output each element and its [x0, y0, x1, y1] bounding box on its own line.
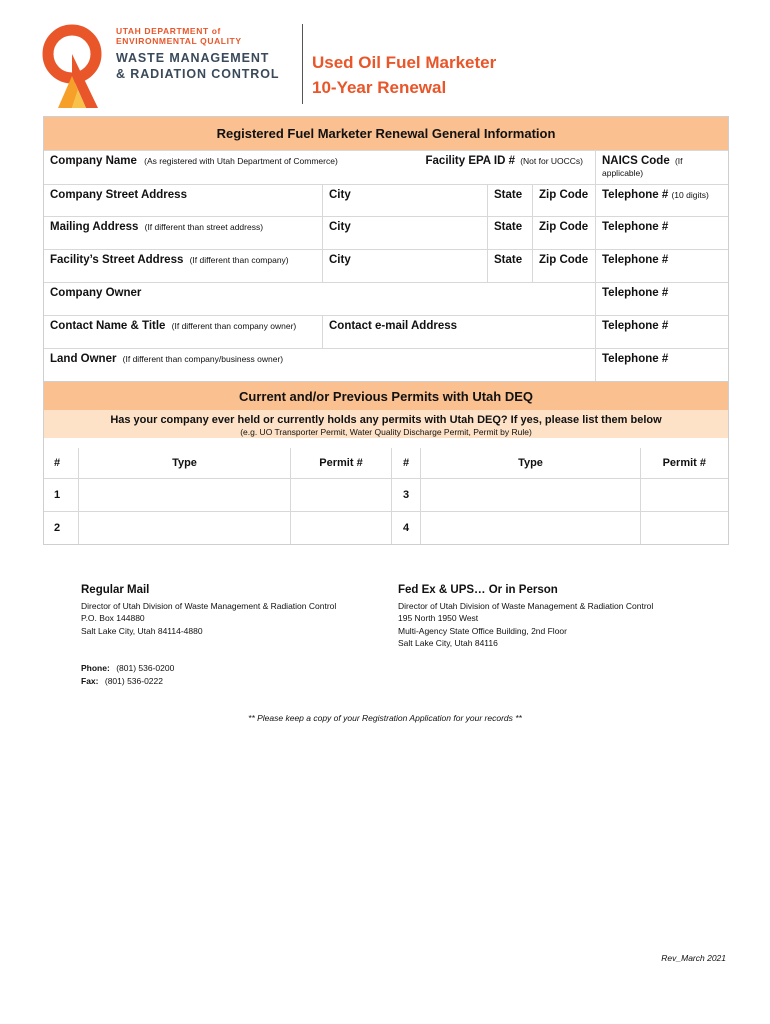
phone-number: (801) 536-0200 — [116, 663, 175, 673]
col-number: # — [54, 457, 61, 469]
permit-row-number: 4 — [391, 512, 420, 544]
utah-deq-logo — [40, 18, 340, 108]
state-label: State — [494, 254, 523, 266]
telephone-label: Telephone # — [602, 221, 669, 233]
phone-line — [81, 662, 174, 675]
naics-code-field[interactable] — [595, 151, 728, 184]
form-row-land-owner — [44, 348, 728, 381]
telephone-label: Telephone # — [602, 320, 669, 332]
col-permit-number: Permit # — [290, 448, 391, 478]
zip-code-field[interactable] — [532, 250, 595, 282]
city-field[interactable] — [322, 250, 487, 282]
regular-mail-heading: Regular Mail — [81, 584, 150, 596]
regular-mail-block — [81, 584, 336, 637]
col-type: Type — [420, 448, 640, 478]
permit-number-cell[interactable] — [290, 479, 391, 511]
permits-section — [43, 382, 729, 545]
mailing-address-label: Mailing Address — [50, 221, 139, 233]
telephone-note: (10 digits) — [671, 190, 709, 200]
zip-label: Zip Code — [539, 189, 589, 201]
fedex-ups-heading: Fed Ex & UPS… Or in Person — [398, 584, 558, 596]
permits-question-band — [44, 410, 728, 438]
permits-table-header — [44, 448, 728, 478]
state-field[interactable] — [487, 217, 532, 249]
facility-address-note: (If different than company) — [189, 255, 289, 265]
col-type: Type — [78, 448, 290, 478]
permit-row — [44, 478, 728, 511]
logo-line-3: WASTE MANAGEMENT — [116, 51, 270, 65]
company-name-field[interactable] — [44, 151, 417, 184]
fedex-ups-line: 195 North 1950 West — [398, 613, 479, 623]
company-name-note: (As registered with Utah Department of Commerce) — [144, 156, 338, 166]
zip-label: Zip Code — [539, 221, 589, 233]
deq-logo-mark-icon — [42, 24, 108, 108]
zip-label: Zip Code — [539, 254, 589, 266]
facility-address-label: Facility’s Street Address — [50, 254, 184, 266]
form-row-mailing-address — [44, 216, 728, 249]
land-owner-note: (If different than company/business owner) — [122, 354, 284, 364]
logo-line-4: & RADIATION CONTROL — [116, 67, 280, 81]
telephone-field[interactable] — [595, 185, 728, 216]
fedex-ups-line: Director of Utah Division of Waste Management & Radiation Control — [398, 600, 654, 611]
title-line-1: Used Oil Fuel Marketer — [312, 53, 497, 72]
facility-street-address-field[interactable] — [44, 250, 322, 282]
permit-row — [44, 511, 728, 544]
document-title — [312, 50, 496, 100]
telephone-label: Telephone # — [602, 353, 669, 365]
logo-line-1: UTAH DEPARTMENT of — [116, 26, 221, 36]
telephone-field[interactable] — [595, 349, 728, 381]
telephone-label: Telephone # — [602, 287, 669, 299]
contact-email-field[interactable] — [322, 316, 595, 348]
contact-name-title-field[interactable] — [44, 316, 322, 348]
fax-number: (801) 536-0222 — [104, 675, 163, 686]
company-owner-label: Company Owner — [50, 287, 142, 299]
form-row-street-address — [44, 184, 728, 216]
state-field[interactable] — [487, 250, 532, 282]
permit-type-cell[interactable] — [78, 512, 290, 544]
title-line-2: 10-Year Renewal — [312, 78, 447, 97]
keep-copy-note: ** Please keep a copy of your Registration Application for your records ** — [248, 713, 522, 723]
epa-id-note: (Not for UOCCs) — [520, 156, 583, 166]
telephone-label: Telephone # — [602, 254, 669, 266]
revision-date: Rev_March 2021 — [661, 953, 726, 963]
general-information-section — [43, 116, 729, 382]
permit-row-number: 3 — [391, 479, 420, 511]
mailing-address-field[interactable] — [44, 217, 322, 249]
logo-text-block — [116, 26, 336, 82]
telephone-field[interactable] — [595, 217, 728, 249]
zip-code-field[interactable] — [532, 217, 595, 249]
city-label: City — [329, 189, 351, 201]
telephone-field[interactable] — [595, 316, 728, 348]
naics-note: (If applicable) — [602, 156, 683, 178]
permit-type-cell[interactable] — [420, 479, 640, 511]
permit-row-number: 1 — [54, 489, 61, 501]
phone-label: Phone: — [81, 663, 110, 673]
fedex-ups-line: Salt Lake City, Utah 84116 — [398, 638, 498, 648]
company-name-label: Company Name — [50, 155, 137, 167]
form-row-facility-address — [44, 249, 728, 282]
street-address-label: Company Street Address — [50, 189, 187, 201]
permit-type-cell[interactable] — [420, 512, 640, 544]
state-label: State — [494, 221, 523, 233]
telephone-label: Telephone # — [602, 189, 669, 201]
company-owner-field[interactable] — [44, 283, 595, 315]
form-row-company-owner — [44, 282, 728, 315]
city-field[interactable] — [322, 217, 487, 249]
permit-number-cell[interactable] — [640, 512, 728, 544]
facility-epa-id-field[interactable] — [417, 151, 595, 184]
contact-name-note: (If different than company owner) — [171, 321, 297, 331]
land-owner-field[interactable] — [44, 349, 595, 381]
permits-heading: Current and/or Previous Permits with Utah DEQ — [44, 382, 728, 410]
regular-mail-line: Salt Lake City, Utah 84114-4880 — [81, 625, 203, 636]
fedex-ups-line: Multi-Agency State Office Building, 2nd Floor — [398, 625, 567, 636]
fax-line — [81, 675, 174, 688]
permit-row-number: 2 — [54, 522, 61, 534]
permit-type-cell[interactable] — [78, 479, 290, 511]
permits-example: (e.g. UO Transporter Permit, Water Quality Discharge Permit, Permit by Rule) — [240, 427, 532, 437]
header-divider — [302, 24, 303, 104]
contact-name-label: Contact Name & Title — [50, 320, 166, 332]
company-street-address-field[interactable] — [44, 185, 322, 216]
form-row-contact — [44, 315, 728, 348]
city-field[interactable] — [322, 185, 487, 216]
city-label: City — [329, 221, 351, 233]
state-field[interactable] — [487, 185, 532, 216]
state-label: State — [494, 189, 523, 201]
zip-code-field[interactable] — [532, 185, 595, 216]
telephone-field[interactable] — [595, 250, 728, 282]
col-permit-number: Permit # — [640, 448, 728, 478]
epa-id-label: Facility EPA ID # — [425, 155, 515, 167]
regular-mail-line: Director of Utah Division of Waste Management & Radiation Control — [81, 600, 337, 611]
document-header — [40, 18, 740, 108]
mailing-address-note: (If different than street address) — [144, 222, 264, 232]
permit-number-cell[interactable] — [640, 479, 728, 511]
general-information-heading: Registered Fuel Marketer Renewal General Information — [44, 117, 728, 150]
telephone-field[interactable] — [595, 283, 728, 315]
land-owner-label: Land Owner — [50, 353, 117, 365]
col-number: # — [391, 448, 420, 478]
fedex-ups-block — [398, 584, 653, 650]
regular-mail-line: P.O. Box 144880 — [81, 613, 145, 623]
logo-line-2: ENVIRONMENTAL QUALITY — [116, 36, 242, 46]
permits-question: Has your company ever held or currently holds any permits with Utah DEQ? If yes, please list them below — [110, 414, 662, 426]
naics-label: NAICS Code — [602, 155, 670, 167]
city-label: City — [329, 254, 351, 266]
form-row-company-name — [44, 150, 728, 184]
contact-email-label: Contact e-mail Address — [329, 320, 458, 332]
permit-number-cell[interactable] — [290, 512, 391, 544]
contact-numbers — [81, 662, 174, 687]
fax-label: Fax: — [81, 675, 99, 686]
